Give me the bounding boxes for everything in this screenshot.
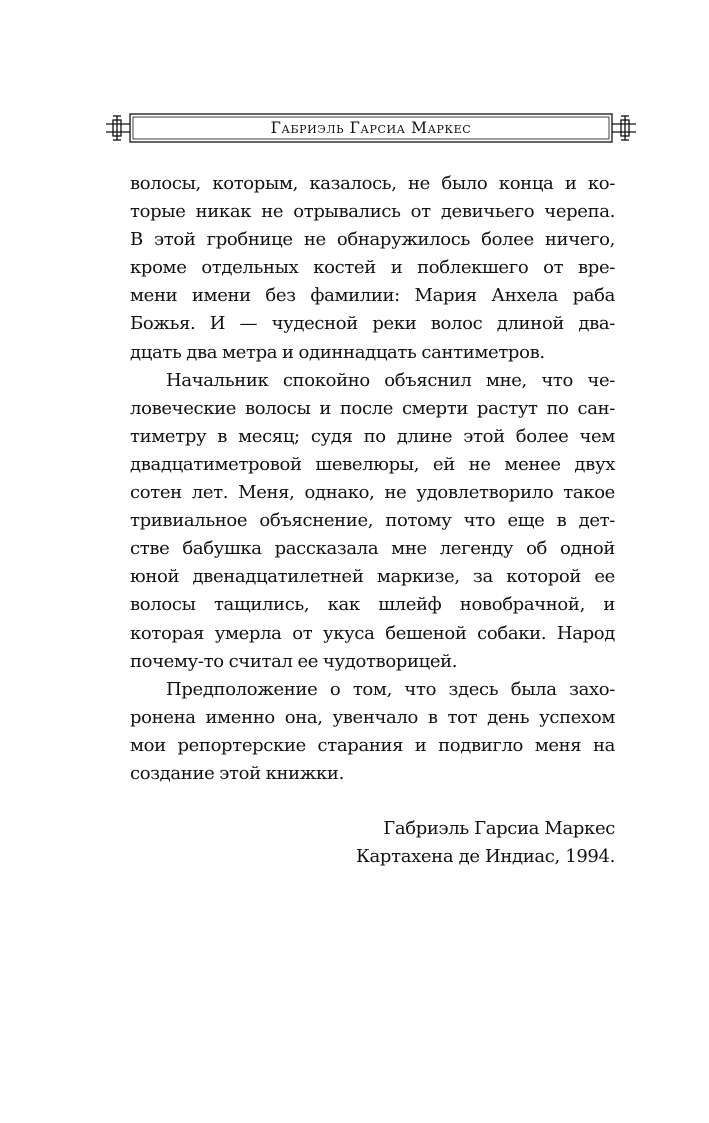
text-line: стве бабушка рассказала мне легенду об одной (130, 538, 615, 560)
text-line: почему-то считал ее чудотворицей. (130, 650, 458, 672)
text-line: В этой гробнице не обнаружилось более ничего, (130, 229, 615, 251)
signature-author: Габриэль Гарсиа Маркес (383, 818, 615, 839)
text-line: которая умерла от укуса бешеной собаки. Народ (130, 622, 615, 644)
text-line: торые никак не отрывались от девичьего черепа. (130, 201, 615, 223)
text-line: дцать два метра и одиннадцать сантиметров. (130, 341, 545, 363)
running-title: Габриэль Гарсиа Маркес (270, 119, 472, 137)
running-header (104, 110, 638, 146)
text-line: ронена именно она, увенчало в тот день успехом (130, 706, 615, 728)
paragraph-start-line: Начальник спокойно объяснил мне, что че- (166, 369, 615, 391)
text-line: двадцатиметровой шевелюры, ей не менее двух (130, 453, 615, 475)
signature-block (130, 815, 615, 871)
text-line: волосы тащились, как шлейф новобрачной, и (130, 594, 615, 616)
text-line: юной двенадцатилетней маркизе, за которой ее (130, 566, 615, 588)
text-line: мои репортерские старания и подвигло меня на (130, 734, 615, 756)
text-line: тиметру в месяц; судя по длине этой более чем (130, 425, 615, 447)
text-line: мени имени без фамилии: Мария Анхела раба (130, 285, 615, 307)
text-line: тривиальное объяснение, потому что еще в дет- (130, 510, 615, 532)
text-line: кроме отдельных костей и поблекшего от вре- (130, 257, 615, 279)
body-text (130, 170, 615, 788)
text-line: сотен лет. Меня, однако, не удовлетворило такое (130, 482, 615, 504)
text-line: создание этой книжки. (130, 762, 344, 784)
paragraph-start-line: Предположение о том, что здесь была захо- (166, 678, 615, 700)
text-line: Божья. И — чудесной реки волос длиной два- (130, 313, 615, 335)
text-line: волосы, которым, казалось, не было конца и ко- (130, 173, 615, 194)
text-line: ловеческие волосы и после смерти растут по сан- (130, 397, 615, 419)
signature-place-date: Картахена де Индиас, 1994. (355, 846, 615, 868)
